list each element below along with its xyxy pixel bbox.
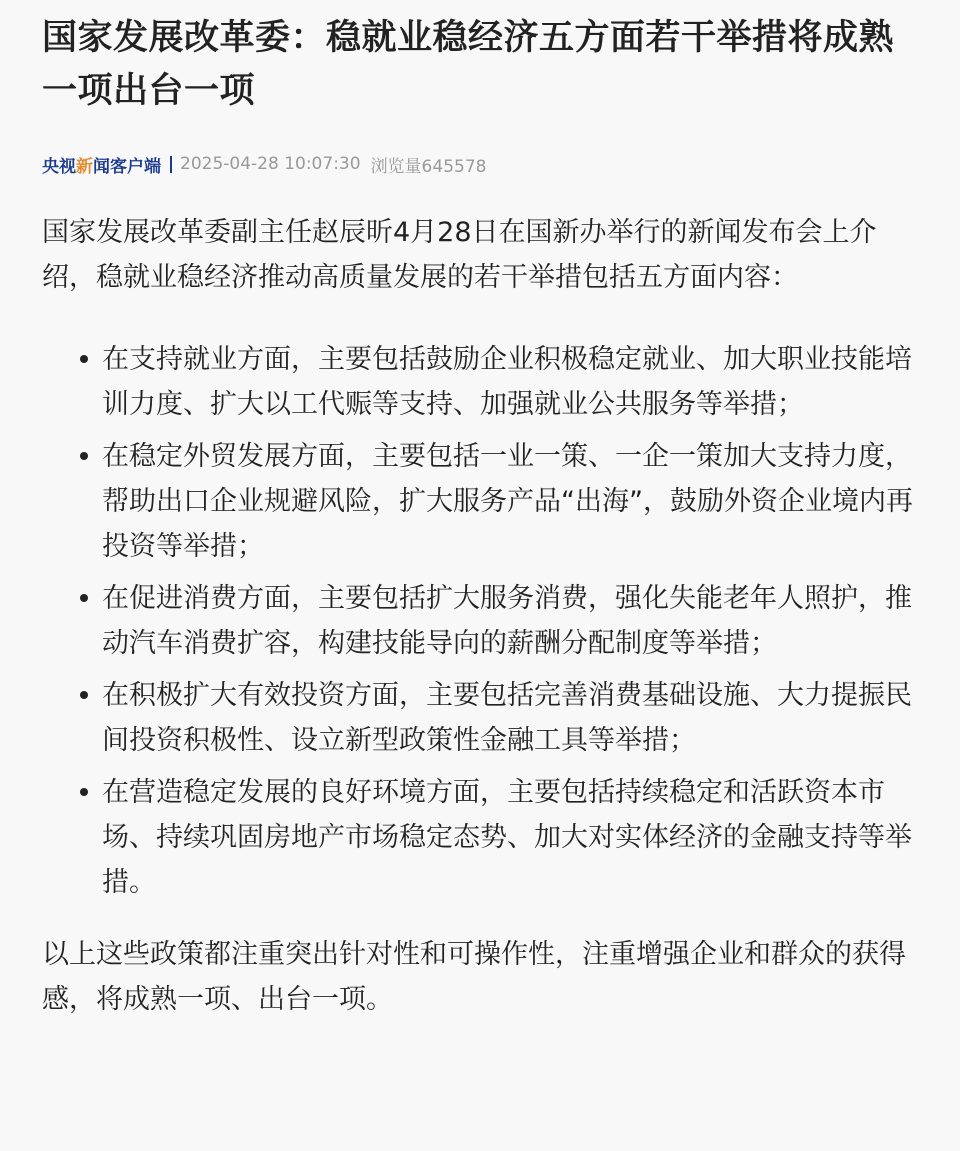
- source-logo-text-1: 央视: [42, 156, 76, 177]
- bullet-dot: [80, 691, 88, 699]
- list-item: [42, 576, 922, 666]
- list-item: [42, 770, 922, 905]
- list-item: [42, 337, 922, 427]
- outro-paragraph: 以上这些政策都注重突出针对性和可操作性，注重增强企业和群众的获得感，将成熟一项、出台一项。: [42, 939, 906, 1015]
- article-title: 国家发展改革委：稳就业稳经济五方面若干举措将成熟一项出台一项: [42, 18, 895, 111]
- list-item-text: 在积极扩大有效投资方面，主要包括完善消费基础设施、大力提振民间投资积极性、设立新型政策性金融工具等举措；: [102, 680, 912, 756]
- article-meta: [42, 152, 922, 176]
- publish-datetime: 2025-04-28 10:07:30: [180, 154, 361, 174]
- intro-paragraph: 国家发展改革委副主任赵辰昕4月28日在国新办举行的新闻发布会上介绍，稳就业稳经济推动高质量发展的若干举措包括五方面内容：: [42, 217, 877, 293]
- list-item: [42, 673, 922, 763]
- list-item-text: 在支持就业方面，主要包括鼓励企业积极稳定就业、加大职业技能培训力度、扩大以工代赈等支持、加强就业公共服务等举措；: [102, 344, 912, 420]
- source-logo-text-2: 新: [76, 156, 93, 177]
- source-logo[interactable]: [42, 152, 161, 177]
- list-item-text: 在营造稳定发展的良好环境方面，主要包括持续稳定和活跃资本市场、持续巩固房地产市场稳定态势、加大对实体经济的金融支持等举措。: [102, 777, 912, 898]
- measures-list: [42, 337, 922, 905]
- bullet-dot: [80, 355, 88, 363]
- bullet-dot: [80, 452, 88, 460]
- article: [42, 0, 922, 1022]
- view-count: 浏览量645578: [370, 156, 487, 177]
- list-item-text: 在稳定外贸发展方面，主要包括一业一策、一企一策加大支持力度，帮助出口企业规避风险，扩大服务产品“出海”，鼓励外资企业境内再投资等举措；: [102, 441, 913, 562]
- bullet-dot: [80, 788, 88, 796]
- list-item: [42, 434, 922, 569]
- list-item-text: 在促进消费方面，主要包括扩大服务消费，强化失能老年人照护，推动汽车消费扩容，构建技能导向的薪酬分配制度等举措；: [102, 583, 912, 659]
- source-logo-text-3: 闻客户端: [93, 156, 161, 177]
- bullet-dot: [80, 594, 88, 602]
- meta-divider: [170, 156, 172, 173]
